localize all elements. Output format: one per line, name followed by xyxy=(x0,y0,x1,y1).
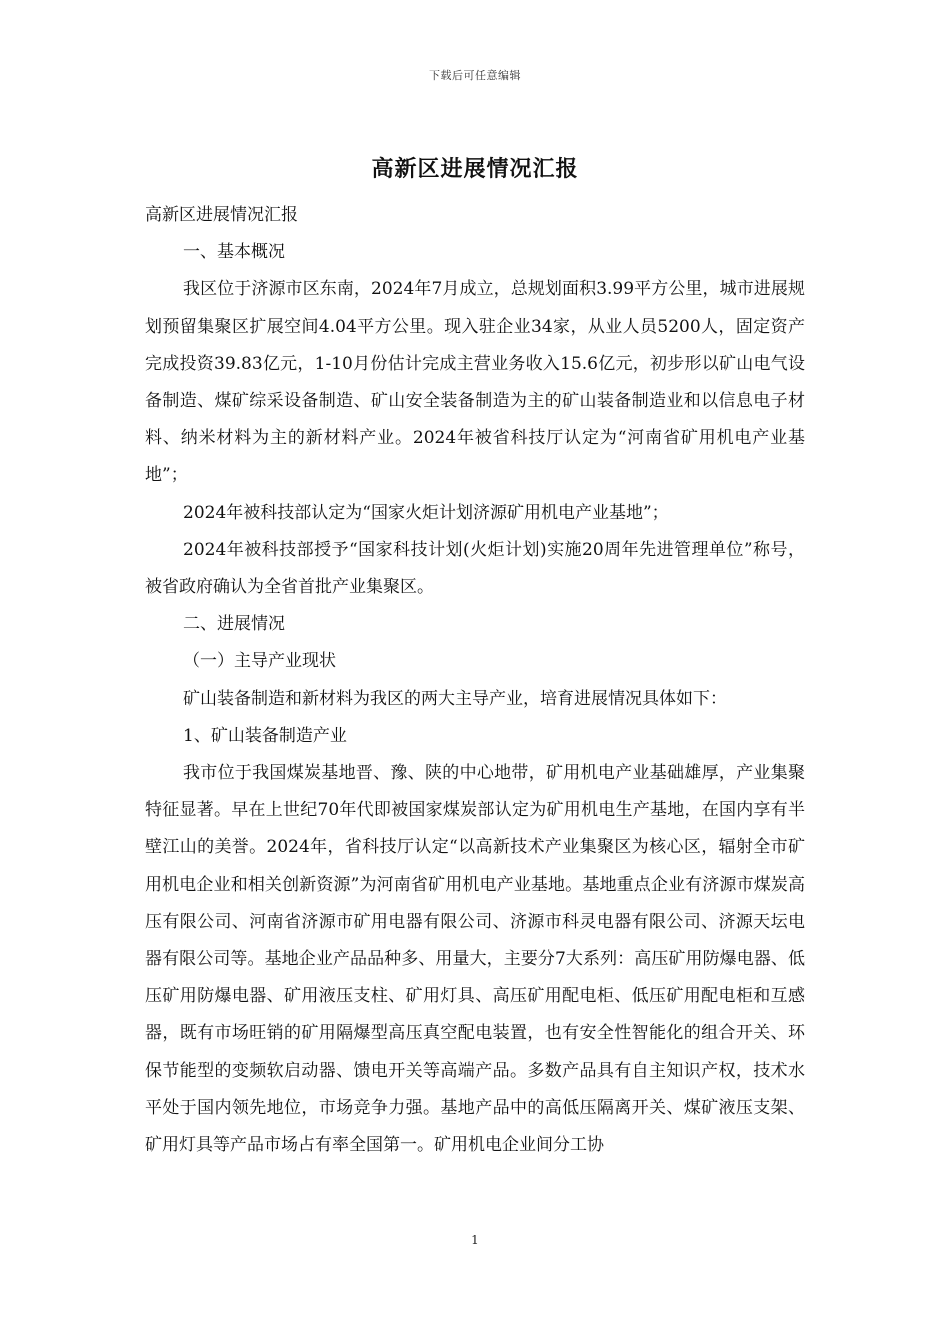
paragraph-industry-intro: 矿山装备制造和新材料为我区的两大主导产业，培育进展情况具体如下： xyxy=(183,688,727,709)
document-title: 高新区进展情况汇报 xyxy=(371,156,579,182)
body-subtitle: 高新区进展情况汇报 xyxy=(145,205,298,225)
page-number: 1 xyxy=(471,1233,479,1247)
paragraph-overview: 我区位于济源市区东南，2024年7月成立，总规划面积3.99平方公里，城市进展规划预留集聚区扩展空间4.04平方公里。现入驻企业34家，从业人员5200人，固定资产完成投资39.83亿元，1-10月份估计完成主营业务收入15.6亿元，初步形以矿山电气设备制造、煤矿综采设备制造、矿山安全装备制造为主的矿山装备制造业和以信息电子材料、纳米材料为主的新材料产业。2024年被省科技厅认定为“河南省矿用机电产业基地”； xyxy=(145,279,805,486)
item-heading-mining-equipment: 1、矿山装备制造产业 xyxy=(183,725,347,746)
header-note: 下载后可任意编辑 xyxy=(429,69,521,82)
section-heading-progress: 二、进展情况 xyxy=(183,614,285,635)
paragraph-mining-equipment: 我市位于我国煤炭基地晋、豫、陕的中心地带，矿用机电产业基础雄厚，产业集聚特征显著。早在上世纪70年代即被国家煤炭部认定为矿用机电生产基地，在国内享有半壁江山的美誉。2024年，省科技厅认定“以高新技术产业集聚区为核心区，辐射全市矿用机电企业和相关创新资源”为河南省矿用机电产业基地。基地重点企业有济源市煤炭高压有限公司、河南省济源市矿用电器有限公司、济源市科灵电器有限公司、济源天坛电器有限公司等。基地企业产品品种多、用量大，主要分7大系列：高压矿用防爆电器、低压矿用防爆电器、矿用液压支柱、矿用灯具、高压矿用配电柜、低压矿用配电柜和互感器，既有市场旺销的矿用隔爆型高压真空配电装置，也有安全性智能化的组合开关、环保节能型的变频软启动器、馈电开关等高端产品。多数产品具有自主知识产权，技术水平处于国内领先地位，市场竞争力强。基地产品中的高低压隔离开关、煤矿液压支架、矿用灯具等产品市场占有率全国第一。矿用机电企业间分工协 xyxy=(145,763,805,1156)
document-body xyxy=(145,197,805,1164)
subsection-heading-industry: （一）主导产业现状 xyxy=(183,651,336,672)
paragraph-award: 2024年被科技部授予“国家科技计划(火炬计划)实施20周年先进管理单位”称号，被省政府确认为全省首批产业集聚区。 xyxy=(145,539,805,598)
section-heading-overview: 一、基本概况 xyxy=(183,242,285,263)
paragraph-torch-base: 2024年被科技部认定为“国家火炬计划济源矿用机电产业基地”； xyxy=(183,502,669,523)
